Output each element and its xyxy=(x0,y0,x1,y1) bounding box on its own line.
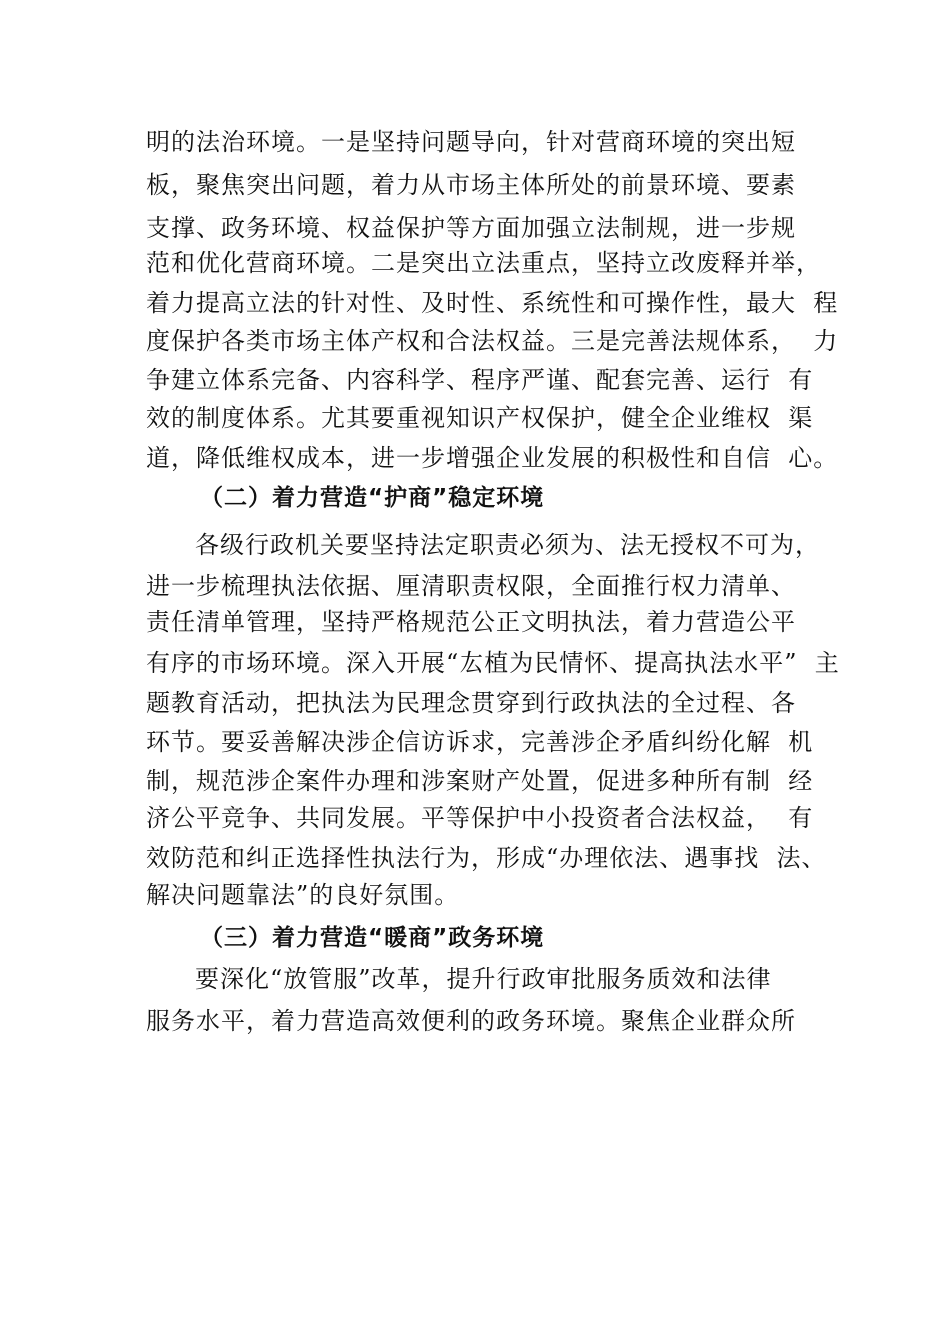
paragraph-line: 有序的市场环境。深入开展“厷植为民情怀、提高执法水平” 主 xyxy=(146,649,840,677)
paragraph-line: 服务水平，着力营造高效便利的政务环境。聚焦企业群众所 xyxy=(146,1007,796,1035)
paragraph-line: 环节。要妥善解决涉企信访诉求，完善涉企矛盾纠纷化解 机 xyxy=(146,728,814,756)
paragraph-line: 解决问题靠法”的良好氛围。 xyxy=(146,881,460,909)
paragraph-line: 着力提高立法的针对性、及时性、系统性和可操作性，最大 程 xyxy=(146,289,839,317)
paragraph-line: 明的法治环境。一是坚持问题导向，针对营商环境的突出短 xyxy=(146,128,796,156)
paragraph-line: 争建立体系完备、内容科学、程序严谨、配套完善、运行 有 xyxy=(146,366,814,394)
paragraph-line: 道，降低维权成本，进一步增强企业发展的积极性和自信 心。 xyxy=(146,444,839,472)
paragraph-line: 进一步梳理执法依据、厘清职责权限，全面推行权力清单、 xyxy=(146,572,796,600)
paragraph-line: 度保护各类市场主体产权和合法权益。三是完善法规体系， 力 xyxy=(146,327,839,355)
paragraph-line: 题教育活动，把执法为民理念贯穿到行政执法的全过程、各 xyxy=(146,689,796,717)
paragraph-line: 效的制度体系。尤其要重视知识产权保护，健全企业维权 渠 xyxy=(146,404,814,432)
paragraph-line: 支撑、政务环境、权益保护等方面加强立法制规，进一步规 xyxy=(146,214,796,242)
paragraph-line: 范和优化营商环境。二是突出立法重点，坚持立改废释并举， xyxy=(146,249,821,277)
paragraph-line: 济公平竞争、共同发展。平等保护中小投资者合法权益， 有 xyxy=(146,804,814,832)
paragraph-line: 制，规范涉企案件办理和涉案财产处置，促进多种所有制 经 xyxy=(146,767,814,795)
paragraph-line: 效防范和纠正选择性执法行为，形成“办理依法、遇事找 法、 xyxy=(146,844,827,872)
paragraph-line: 责任清单管理，坚持严格规范公正文明执法，着力营造公平 xyxy=(146,608,796,636)
section-heading: （二）着力营造“护商”稳定环境 xyxy=(200,485,545,511)
paragraph-line: 各级行政机关要坚持法定职责必须为、法无授权不可为， xyxy=(195,531,820,559)
paragraph-line: 要深化“放管服”改革，提升行政审批服务质效和法律 xyxy=(195,965,772,993)
paragraph-line: 板，聚焦突出问题，着力从市场主体所处的前景环境、要素 xyxy=(146,171,796,199)
section-heading: （三）着力营造“暖商”政务环境 xyxy=(200,925,545,951)
